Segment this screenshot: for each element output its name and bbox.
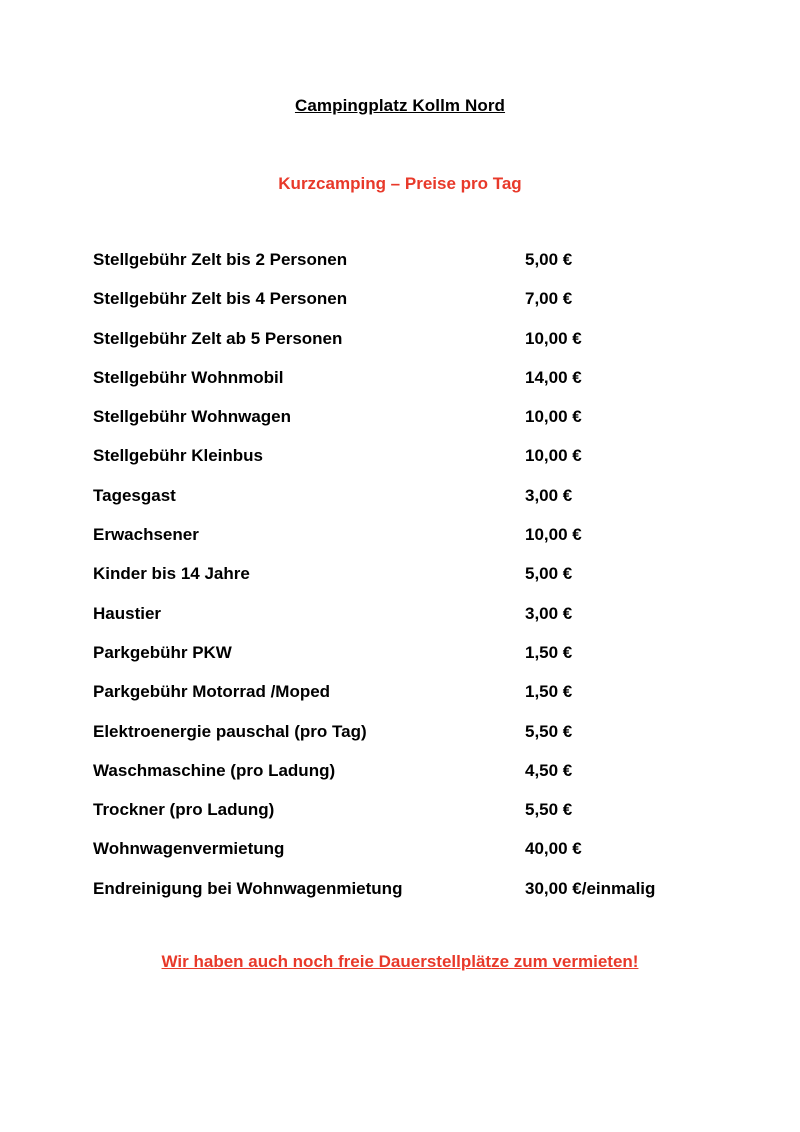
price-item-value: 5,00 € [525,564,573,584]
price-item-label: Stellgebühr Zelt ab 5 Personen [93,328,343,348]
price-item-label: Haustier [93,603,162,623]
price-item-label: Parkgebühr PKW [93,642,232,662]
price-item-label: Tagesgast [93,485,176,505]
price-item-label: Erwachsener [93,525,199,545]
price-item-label: Stellgebühr Wohnwagen [93,407,292,427]
table-row [93,525,713,564]
price-item-value: 10,00 € [525,525,582,545]
table-row [93,446,713,485]
table-row [93,250,713,289]
table-row [93,643,713,682]
price-item-value: 3,00 € [525,603,573,623]
price-item-value: 5,50 € [525,800,573,820]
table-row [93,564,713,603]
table-row [93,722,713,761]
price-item-label: Stellgebühr Wohnmobil [93,367,284,387]
price-item-value: 1,50 € [525,642,573,662]
table-row [93,289,713,328]
table-row [93,839,713,878]
price-item-label: Elektroenergie pauschal (pro Tag) [93,721,367,741]
table-row [93,486,713,525]
price-item-label: Endreinigung bei Wohnwagenmietung [93,878,403,898]
price-item-value: 10,00 € [525,407,582,427]
price-item-value: 10,00 € [525,446,582,466]
table-row [93,604,713,643]
price-item-label: Stellgebühr Zelt bis 2 Personen [93,250,348,269]
document-subtitle: Kurzcamping – Preise pro Tag [278,174,522,193]
table-row [93,761,713,800]
price-item-label: Waschmaschine (pro Ladung) [93,760,336,780]
price-item-value: 30,00 €/einmalig [525,878,656,898]
price-item-value: 14,00 € [525,367,582,387]
price-table [93,250,713,918]
price-item-value: 40,00 € [525,839,582,859]
price-item-value: 7,00 € [525,289,573,309]
price-item-value: 3,00 € [525,485,573,505]
price-item-value: 5,50 € [525,721,573,741]
table-row [93,800,713,839]
price-item-label: Trockner (pro Ladung) [93,800,275,820]
table-row [93,879,713,918]
table-row [93,329,713,368]
price-item-value: 1,50 € [525,682,573,702]
table-row [93,407,713,446]
price-item-label: Parkgebühr Motorrad /Moped [93,682,331,702]
page-title: Campingplatz Kollm Nord [294,96,506,115]
price-item-label: Stellgebühr Kleinbus [93,446,264,466]
footer-note: Wir haben auch noch freie Dauerstellplätze zum vermieten! [161,952,639,971]
price-item-label: Kinder bis 14 Jahre [93,564,250,584]
price-item-label: Stellgebühr Zelt bis 4 Personen [93,289,348,309]
price-item-label: Wohnwagenvermietung [93,839,285,859]
table-row [93,682,713,721]
table-row [93,368,713,407]
price-item-value: 4,50 € [525,760,573,780]
price-item-value: 5,00 € [525,250,573,269]
price-item-value: 10,00 € [525,328,582,348]
